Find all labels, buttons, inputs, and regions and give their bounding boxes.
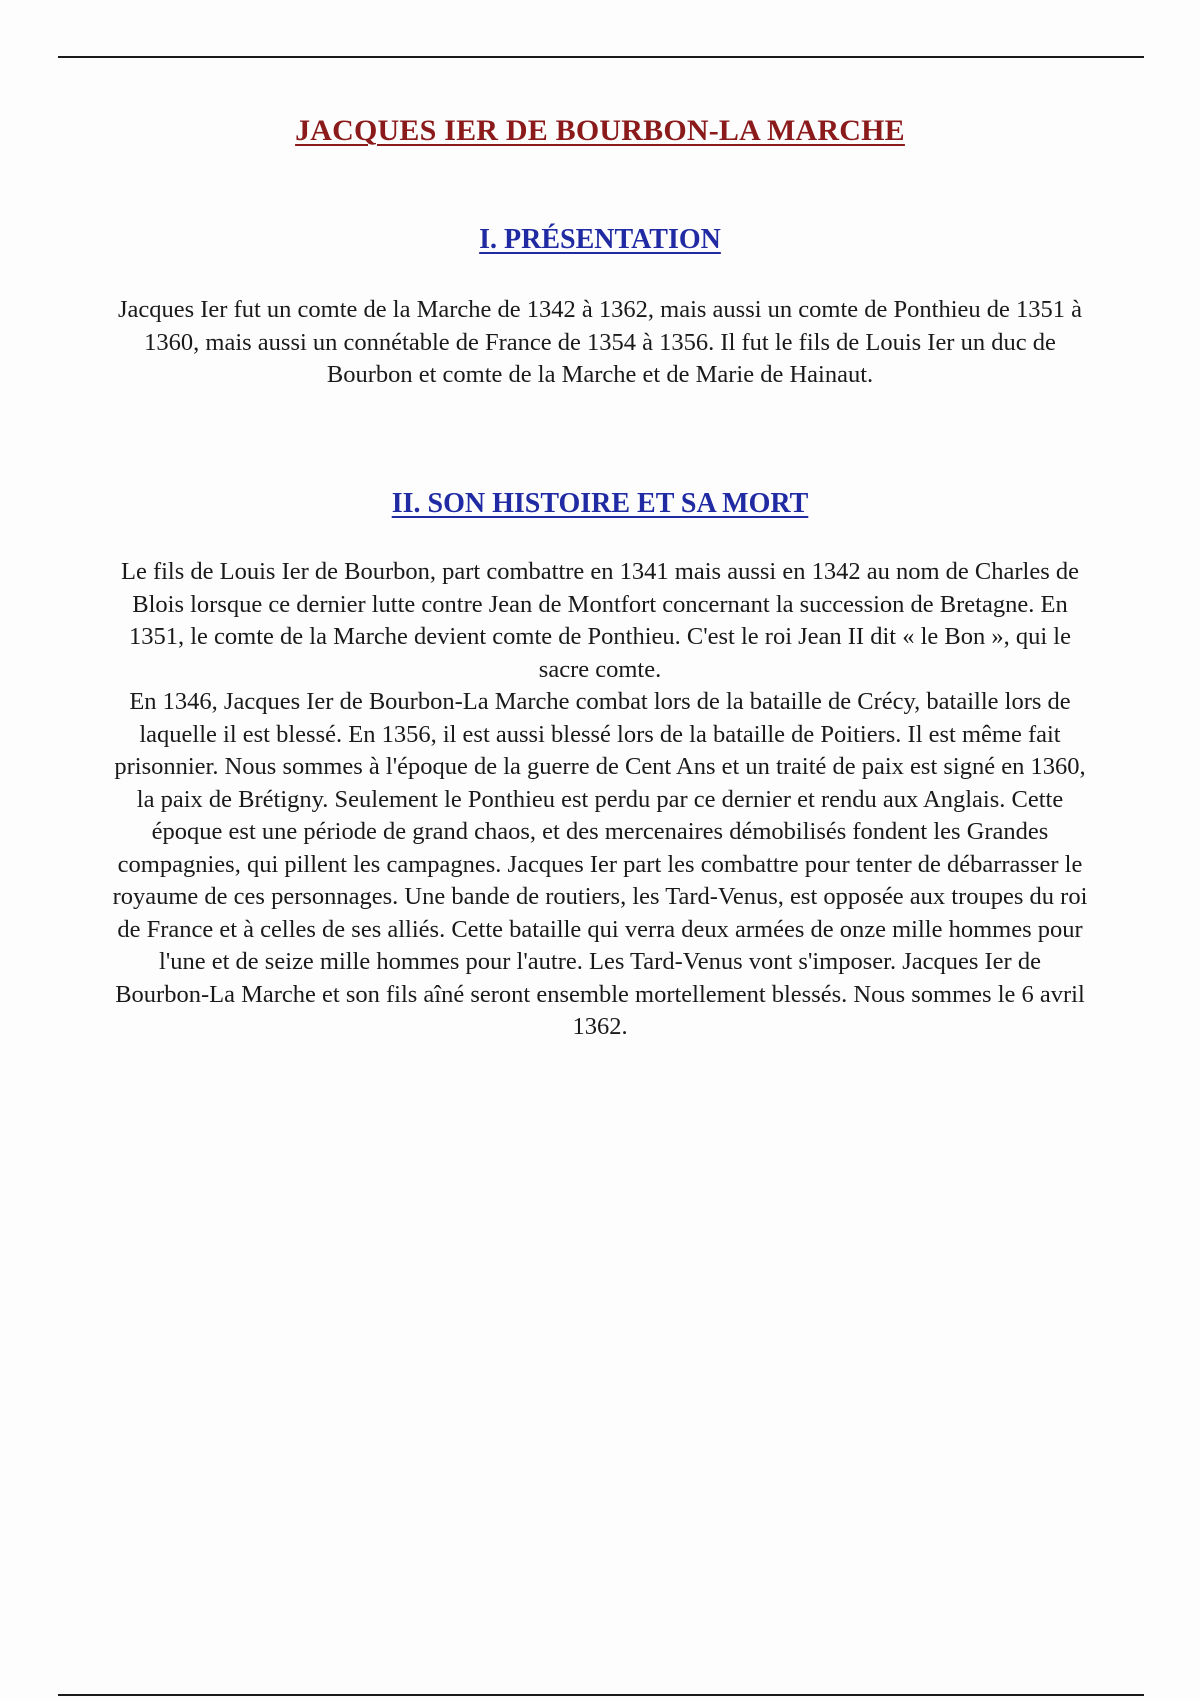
section-body-presentation <box>110 294 1090 392</box>
paragraph: Le fils de Louis Ier de Bourbon, part combattre en 1341 mais aussi en 1342 au nom de Charles de Blois lorsque ce dernier lutte contre Jean de Montfort concernant la succession de Bretagne. En 1351, le comte de la Marche devient comte de Ponthieu. C'est le roi Jean II dit « le Bon », qui le sacre comte. <box>121 558 1079 683</box>
section-heading-presentation: I. PRÉSENTATION <box>479 224 721 255</box>
paragraph: Jacques Ier fut un comte de la Marche de 1342 à 1362, mais aussi un comte de Ponthieu de 1351 à 1360, mais aussi un connétable de France de 1354 à 1356. Il fut le fils de Louis Ier un duc de Bourbon et comte de la Marche et de Marie de Hainaut. <box>117 296 1083 388</box>
top-divider <box>58 56 1144 58</box>
document-title: JACQUES IER DE BOURBON-LA MARCHE <box>295 114 905 147</box>
paragraph: En 1346, Jacques Ier de Bourbon-La Marche combat lors de la bataille de Crécy, bataille lors de laquelle il est blessé. En 1356, il est aussi blessé lors de la bataille de Poitiers. Il est même fait prisonnier. Nous sommes à l'époque de la guerre de Cent Ans et un traité de paix est signé en 1360, la paix de Brétigny. Seulement le Ponthieu est perdu par ce dernier et rendu aux Anglais. Cette époque est une période de grand chaos, et des mercenaires démobilisés fondent les Grandes compagnies, qui pillent les campagnes. Jacques Ier part les combattre pour tenter de débarrasser le royaume de ces personnages. Une bande de routiers, les Tard-Venus, est opposée aux troupes du roi de France et à celles de ses alliés. Cette bataille qui verra deux armées de onze mille hommes pour l'une et de seize mille hommes pour l'autre. Les Tard-Venus vont s'imposer. Jacques Ier de Bourbon-La Marche et son fils aîné seront ensemble mortellement blessés. Nous sommes le 6 avril 1362. <box>112 688 1088 1040</box>
section-heading-histoire: II. SON HISTOIRE ET SA MORT <box>391 488 809 519</box>
bottom-divider <box>58 1694 1144 1696</box>
section-body-histoire <box>110 556 1090 1044</box>
